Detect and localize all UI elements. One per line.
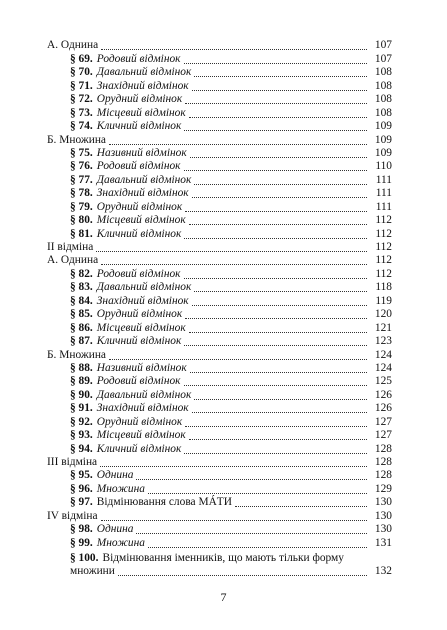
toc-section-number: § 82.: [70, 267, 93, 280]
toc-entry[interactable]: [47, 496, 392, 509]
toc-entry-label: Однина: [96, 523, 134, 536]
toc-entry-label: Відмінювання іменників, що мають тільки форму: [102, 551, 344, 564]
toc-entry[interactable]: [47, 442, 392, 455]
toc-entry-label: Давальний відмінок: [96, 388, 192, 401]
toc-entry-label: Давальний відмінок: [96, 66, 192, 79]
toc-page-number: 108: [374, 93, 392, 106]
toc-entry-label: Місцевий відмінок: [96, 106, 186, 119]
toc-page-number: 121: [374, 321, 392, 334]
dot-leader: [185, 416, 367, 427]
dot-leader: [184, 53, 368, 64]
toc-entry[interactable]: [47, 147, 392, 160]
toc-entry-label: Множина: [96, 482, 145, 495]
toc-section-number: § 93.: [70, 429, 93, 442]
toc-group-heading[interactable]: [47, 509, 392, 522]
toc-entry-label: Родовий відмінок: [96, 375, 181, 388]
toc-entry[interactable]: [47, 200, 392, 213]
toc-section-number: § 100.: [70, 551, 99, 564]
toc-entry[interactable]: [47, 66, 392, 79]
dot-leader: [190, 362, 367, 373]
toc-section-number: § 85.: [70, 308, 93, 321]
toc-entry-multiline[interactable]: [47, 551, 392, 578]
toc-page-number: 112: [375, 214, 392, 227]
toc-entry-label: Родовий відмінок: [96, 267, 181, 280]
toc-section-number: § 97.: [70, 496, 93, 509]
dot-leader: [192, 187, 367, 198]
toc-entry-label: Знахідний відмінок: [96, 402, 189, 415]
toc-entry-label-line2-row: [70, 565, 392, 578]
toc-page-number: 120: [374, 308, 392, 321]
dot-leader: [185, 201, 367, 212]
toc-group-label: IV відміна: [47, 509, 98, 522]
toc-page-number: 111: [375, 173, 392, 186]
toc-section-number: § 72.: [70, 93, 93, 106]
toc-group-heading[interactable]: [47, 39, 392, 52]
toc-section-number: § 91.: [70, 402, 93, 415]
toc-section-number: § 94.: [70, 442, 93, 455]
toc-section-number: § 98.: [70, 523, 93, 536]
toc-section-number: § 70.: [70, 66, 93, 79]
toc-section-number: § 76.: [70, 160, 93, 173]
dot-leader: [101, 254, 367, 265]
toc-entry-label: Кличний відмінок: [96, 120, 182, 133]
page-number: 7: [220, 590, 227, 604]
toc-entry[interactable]: [47, 429, 392, 442]
toc-entry[interactable]: [47, 482, 392, 495]
toc-page-number: 130: [374, 496, 392, 509]
toc-entry-label: Знахідний відмінок: [96, 187, 189, 200]
toc-entry[interactable]: [47, 388, 392, 401]
toc-page-number: 112: [375, 267, 392, 280]
dot-leader: [194, 174, 367, 185]
toc-entry[interactable]: [47, 362, 392, 375]
dot-leader: [148, 483, 367, 494]
dot-leader: [194, 281, 367, 292]
toc-entry-label: Кличний відмінок: [96, 335, 182, 348]
toc-entry[interactable]: [47, 415, 392, 428]
dot-leader: [235, 496, 367, 507]
toc-entry[interactable]: [47, 335, 392, 348]
toc-entry-label: Родовий відмінок: [96, 52, 181, 65]
toc-entry-label-continued: множини: [70, 565, 115, 578]
toc-group-label: III відміна: [47, 456, 98, 468]
toc-page-number: 130: [374, 523, 392, 536]
dot-leader: [184, 120, 367, 131]
toc-page-number: 112: [375, 254, 392, 267]
toc-entry-label: Місцевий відмінок: [96, 214, 186, 227]
toc-page-number: 108: [374, 79, 392, 92]
dot-leader: [189, 322, 367, 333]
toc-entry-label: Знахідний відмінок: [96, 294, 189, 307]
toc-page-number: 128: [374, 456, 392, 468]
dot-leader: [118, 565, 367, 576]
dot-leader: [184, 160, 368, 171]
dot-leader: [185, 308, 367, 319]
toc-page-number: 118: [375, 281, 392, 294]
toc-section-number: § 92.: [70, 415, 93, 428]
toc-section-number: § 77.: [70, 173, 93, 186]
dot-leader: [184, 335, 367, 346]
toc-entry-label: Орудний відмінок: [96, 200, 183, 213]
toc-entry[interactable]: [47, 281, 392, 294]
toc-entry[interactable]: [47, 106, 392, 119]
dot-leader: [194, 389, 367, 400]
toc-entry[interactable]: [47, 52, 392, 65]
toc-page-number: 131: [374, 536, 392, 549]
toc-entry[interactable]: [47, 93, 392, 106]
toc-page-number: 109: [374, 120, 392, 133]
toc-page-number: 119: [375, 294, 392, 307]
toc-entry[interactable]: [47, 79, 392, 92]
dot-leader: [185, 93, 367, 104]
toc-section-number: § 96.: [70, 482, 93, 495]
toc-page-number: 112: [375, 227, 392, 240]
table-of-contents: [47, 39, 392, 578]
toc-group-heading[interactable]: [47, 456, 392, 469]
dot-leader: [192, 295, 367, 306]
toc-entry-label: Місцевий відмінок: [96, 321, 186, 334]
toc-section-number: § 89.: [70, 375, 93, 388]
toc-entry[interactable]: [47, 294, 392, 307]
toc-page-number: 107: [374, 39, 392, 52]
toc-entry-label: Орудний відмінок: [96, 93, 183, 106]
toc-entry[interactable]: [47, 402, 392, 415]
toc-section-number: § 78.: [70, 187, 93, 200]
dot-leader: [192, 402, 367, 413]
toc-entry-label: Кличний відмінок: [96, 227, 182, 240]
toc-entry-label: Орудний відмінок: [96, 308, 183, 321]
toc-section-number: § 86.: [70, 321, 93, 334]
toc-section-number: § 88.: [70, 361, 93, 374]
toc-page-number: 109: [374, 133, 392, 146]
toc-entry[interactable]: [47, 227, 392, 240]
dot-leader: [148, 537, 367, 548]
toc-entry[interactable]: [47, 375, 392, 388]
dot-leader: [192, 80, 367, 91]
toc-page-number: 108: [374, 66, 392, 79]
toc-entry[interactable]: [47, 523, 392, 536]
toc-entry-label: Родовий відмінок: [96, 160, 181, 173]
dot-leader: [184, 268, 368, 279]
toc-page-number: 132: [374, 565, 392, 578]
toc-page-number: 128: [374, 469, 392, 482]
toc-entry-label: Давальний відмінок: [96, 281, 192, 294]
dot-leader: [109, 349, 367, 360]
toc-page-number: 124: [374, 348, 392, 361]
toc-group-label: II відміна: [47, 241, 94, 253]
toc-section-number: § 81.: [70, 227, 93, 240]
toc-section-number: § 95.: [70, 469, 93, 482]
toc-section-number: § 79.: [70, 200, 93, 213]
toc-section-number: § 73.: [70, 106, 93, 119]
toc-section-number: § 75.: [70, 146, 93, 159]
dot-leader: [184, 443, 367, 454]
toc-entry-label: Кличний відмінок: [96, 442, 182, 455]
toc-page-number: 127: [374, 415, 392, 428]
dot-leader: [136, 523, 367, 534]
toc-page-number: 107: [374, 52, 392, 65]
toc-entry[interactable]: [47, 214, 392, 227]
toc-entry[interactable]: [47, 321, 392, 334]
toc-section-number: § 71.: [70, 79, 93, 92]
toc-entry[interactable]: [47, 308, 392, 321]
dot-leader: [194, 66, 367, 77]
toc-page-number: 109: [374, 146, 392, 159]
toc-page-number: 110: [375, 160, 392, 173]
toc-entry-label: Давальний відмінок: [96, 173, 192, 186]
dot-leader: [96, 241, 367, 252]
toc-page-number: 129: [374, 482, 392, 495]
toc-page-number: 130: [374, 509, 392, 522]
dot-leader: [184, 228, 367, 239]
toc-group-label: Б. Множина: [47, 133, 106, 146]
dot-leader: [189, 429, 367, 440]
toc-group-label: А. Однина: [47, 254, 99, 267]
toc-entry[interactable]: [47, 469, 392, 482]
dot-leader: [189, 107, 367, 118]
toc-entry-label: Однина: [96, 469, 134, 482]
dot-leader: [189, 214, 367, 225]
toc-group-heading[interactable]: [47, 254, 392, 267]
toc-page-number: 111: [375, 200, 392, 213]
toc-entry-label: Називний відмінок: [96, 146, 187, 159]
toc-page-number: 112: [375, 241, 392, 253]
toc-group-heading[interactable]: [47, 133, 392, 146]
dot-leader: [100, 456, 367, 467]
toc-group-heading[interactable]: [47, 241, 392, 254]
toc-page-number: 126: [374, 388, 392, 401]
dot-leader: [190, 147, 367, 158]
toc-entry-label: Місцевий відмінок: [96, 429, 186, 442]
toc-entry-label: Знахідний відмінок: [96, 79, 189, 92]
toc-section-number: § 80.: [70, 214, 93, 227]
toc-section-number: § 69.: [70, 52, 93, 65]
toc-page-number: 111: [375, 187, 392, 200]
toc-entry-label: Множина: [96, 536, 145, 549]
toc-page-number: 127: [374, 429, 392, 442]
toc-page-number: 123: [374, 335, 392, 348]
toc-section-number: § 84.: [70, 294, 93, 307]
toc-entry[interactable]: [47, 267, 392, 280]
toc-group-label: А. Однина: [47, 39, 99, 52]
dot-leader: [109, 134, 367, 145]
toc-entry[interactable]: [47, 160, 392, 173]
toc-entry-label: Називний відмінок: [96, 361, 187, 374]
toc-page-number: 125: [374, 375, 392, 388]
toc-page-number: 126: [374, 402, 392, 415]
dot-leader: [136, 469, 367, 480]
toc-entry-label: Орудний відмінок: [96, 415, 183, 428]
toc-section-number: § 99.: [70, 536, 93, 549]
toc-entry[interactable]: [47, 173, 392, 186]
toc-section-number: § 87.: [70, 335, 93, 348]
dot-leader: [184, 375, 368, 386]
toc-entry[interactable]: [47, 536, 392, 549]
toc-page-number: 124: [374, 361, 392, 374]
toc-entry-label: Відмінювання слова МÁТИ: [96, 496, 232, 509]
toc-entry-label-line1: [70, 551, 392, 565]
toc-entry[interactable]: [47, 187, 392, 200]
toc-section-number: § 83.: [70, 281, 93, 294]
toc-group-label: Б. Множина: [47, 348, 106, 361]
toc-page-number: 128: [374, 442, 392, 455]
toc-section-number: § 74.: [70, 120, 93, 133]
toc-group-heading[interactable]: [47, 348, 392, 361]
dot-leader: [101, 39, 367, 50]
toc-entry[interactable]: [47, 120, 392, 133]
dot-leader: [101, 510, 367, 521]
toc-page-number: 108: [374, 106, 392, 119]
toc-section-number: § 90.: [70, 388, 93, 401]
